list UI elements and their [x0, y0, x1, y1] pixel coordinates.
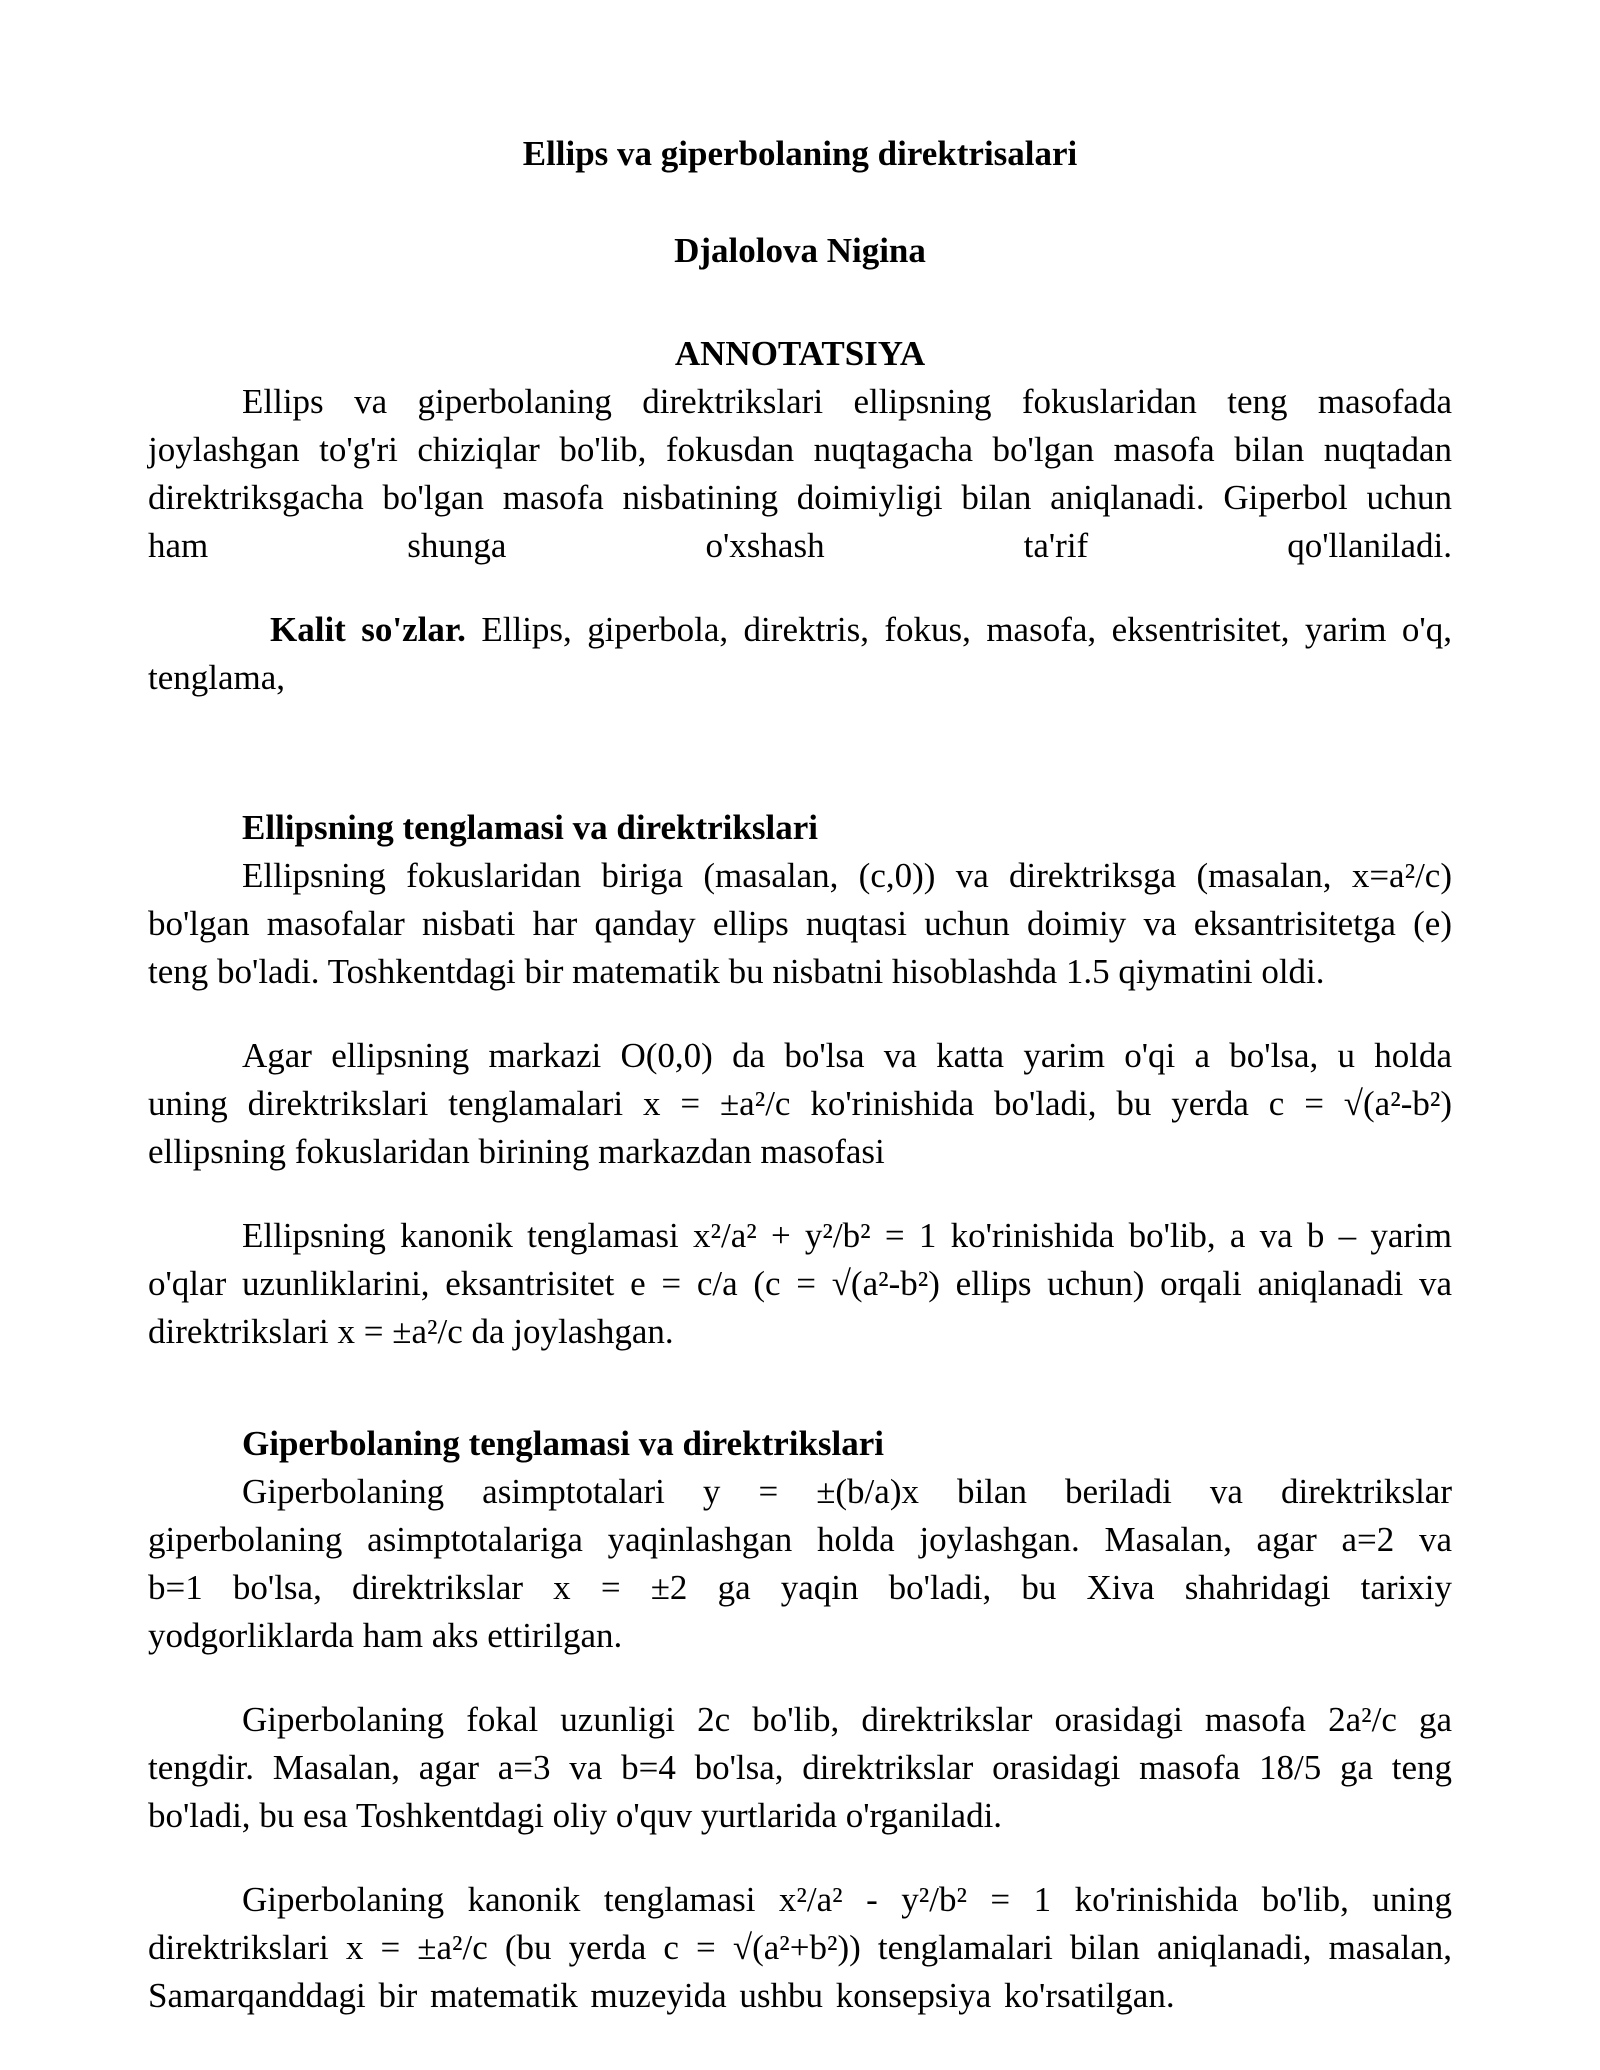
abstract-line: Ellips va giperbolaning direktrikslari ellipsning fokuslaridan teng masofada — [242, 382, 1452, 421]
paragraph-line: tengdir. Masalan, agar a=3 va b=4 bo'lsa, direktrikslar orasidagi masofa 18/5 ga teng — [148, 1748, 1452, 1787]
section-heading-hyperbola: Giperbolaning tenglamasi va direktrikslari — [242, 1424, 885, 1463]
paragraph-line: Ellipsning kanonik tenglamasi x²/a² + y²/b² = 1 ko'rinishida bo'lib, a va b – yarim — [242, 1216, 1452, 1255]
keywords-line-2: tenglama, — [148, 658, 286, 697]
paragraph-line: Samarqanddagi bir matematik muzeyida ushbu konsepsiya ko'rsatilgan. — [148, 1976, 1175, 2015]
paragraph-line: bo'ladi, bu esa Toshkentdagi oliy o'quv yurtlarida o'rganiladi. — [148, 1796, 1003, 1835]
document-title: Ellips va giperbolaning direktrisalari — [522, 134, 1078, 173]
paragraph-line: b=1 bo'lsa, direktrikslar x = ±2 ga yaqin bo'ladi, bu Xiva shahridagi tarixiy — [148, 1568, 1452, 1607]
paragraph-line: direktrikslari x = ±a²/c (bu yerda c = √(a²+b²)) tenglamalari bilan aniqlanadi, masalan, — [148, 1928, 1452, 1967]
paragraph-line: Agar ellipsning markazi O(0,0) da bo'lsa va katta yarim o'qi a bo'lsa, u holda — [242, 1036, 1452, 1075]
paragraph-line: yodgorliklarda ham aks ettirilgan. — [148, 1616, 623, 1655]
paragraph-line: giperbolaning asimptotalariga yaqinlashgan holda joylashgan. Masalan, agar a=2 va — [148, 1520, 1452, 1559]
paragraph-line: Giperbolaning asimptotalari y = ±(b/a)x bilan beriladi va direktrikslar — [242, 1472, 1452, 1511]
abstract-line: joylashgan to'g'ri chiziqlar bo'lib, fokusdan nuqtagacha bo'lgan masofa bilan nuqtadan — [148, 430, 1452, 469]
paragraph-line: uning direktrikslari tenglamalari x = ±a²/c ko'rinishida bo'ladi, bu yerda c = √(a²-b²) — [148, 1084, 1452, 1123]
keywords-text: Ellips, giperbola, direktris, fokus, masofa, eksentrisitet, yarim o'q, — [465, 610, 1452, 649]
paragraph-line: Giperbolaning fokal uzunligi 2c bo'lib, direktrikslar orasidagi masofa 2a²/c ga — [242, 1700, 1452, 1739]
author-name: Djalolova Nigina — [674, 231, 926, 270]
paragraph-line: teng bo'ladi. Toshkentdagi bir matematik bu nisbatni hisoblashda 1.5 qiymatini oldi. — [148, 952, 1325, 991]
paragraph-line: Ellipsning fokuslaridan biriga (masalan, (c,0)) va direktriksga (masalan, x=a²/c) — [242, 856, 1452, 895]
paragraph-line: direktrikslari x = ±a²/c da joylashgan. — [148, 1312, 674, 1351]
paragraph-line: o'qlar uzunliklarini, eksantrisitet e = c/a (c = √(a²-b²) ellips uchun) orqali aniqlanadi va — [148, 1264, 1452, 1303]
keywords-line — [148, 606, 1452, 654]
section-heading-ellipse: Ellipsning tenglamasi va direktrikslari — [242, 808, 818, 847]
paragraph-line: Giperbolaning kanonik tenglamasi x²/a² - y²/b² = 1 ko'rinishida bo'lib, uning — [242, 1880, 1452, 1919]
keywords-label: Kalit so'zlar. — [270, 610, 466, 649]
abstract-heading: ANNOTATSIYA — [674, 334, 926, 373]
paragraph-line: ellipsning fokuslaridan birining markazdan masofasi — [148, 1132, 885, 1171]
abstract-line: direktriksgacha bo'lgan masofa nisbatining doimiyligi bilan aniqlanadi. Giperbol uchun — [148, 478, 1452, 517]
paragraph-line: bo'lgan masofalar nisbati har qanday ellips nuqtasi uchun doimiy va eksantrisitetga (e) — [148, 904, 1452, 943]
abstract-line: ham shunga o'xshash ta'rif qo'llaniladi. — [148, 526, 1452, 565]
